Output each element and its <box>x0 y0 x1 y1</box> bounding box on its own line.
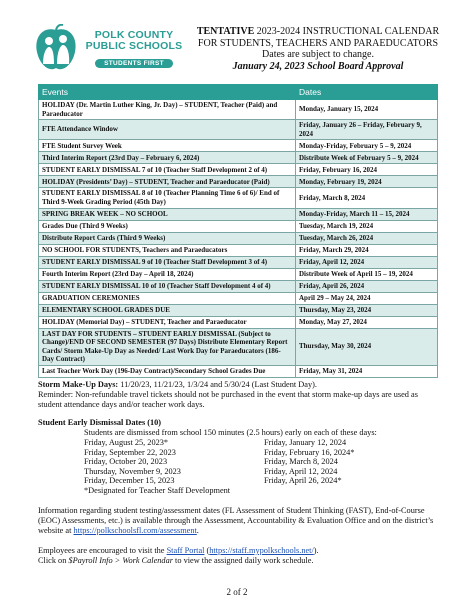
table-header-row <box>39 85 438 100</box>
dismissal-date: Friday, January 12, 2024 <box>264 438 347 447</box>
assessment-text: Information regarding student testing/assessment dates (FL Assessment of Student Thinking (FAST), End-of-Course (EOC) Assessments, etc.) is available through the Assessment, Accountability & Evaluation Office and on the district’s website at <box>38 506 434 535</box>
table-row <box>39 208 438 220</box>
employees-info <box>38 546 442 566</box>
date-cell: Monday-Friday, March 11 – 15, 2024 <box>296 208 438 220</box>
event-cell: Grades Due (Third 9 Weeks) <box>39 220 296 232</box>
header-approval: January 24, 2023 School Board Approval <box>232 60 404 72</box>
event-cell: STUDENT EARLY DISMISSAL 9 of 10 (Teacher Staff Development 3 of 4) <box>39 256 296 268</box>
date-cell: Monday, May 27, 2024 <box>296 316 438 328</box>
table-row <box>39 140 438 152</box>
event-cell: LAST DAY FOR STUDENTS – STUDENT EARLY DISMISSAL (Subject to Change)/END OF SECOND SEMESTER (97 Days) Distribute Elementary Report Cards/ Storm Make-Up Day as Needed/ Last Work Day for Paraeducators (186-Day Contract) <box>39 328 296 365</box>
date-cell: Friday, April 26, 2024 <box>296 280 438 292</box>
work-schedule-text: to view the assigned daily work schedule. <box>172 556 314 565</box>
storm-reminder: Reminder: Non-refundable travel tickets should not be purchased in the event that storm make-up days are used as student attendance days and/or teacher work days. <box>38 390 418 409</box>
events-column-header: Events <box>39 85 296 100</box>
header-line3: Dates are subject to change. <box>262 49 374 60</box>
dismissal-date: Friday, April 12, 2024 <box>264 466 338 476</box>
early-dismissal-title: Student Early Dismissal Dates (10) <box>38 418 162 427</box>
date-cell: April 29 – May 24, 2024 <box>296 292 438 304</box>
event-cell: NO SCHOOL FOR STUDENTS, Teachers and Paraeducators <box>39 244 296 256</box>
date-cell: Distribute Week of February 5 – 9, 2024 <box>296 152 438 164</box>
event-cell: Last Teacher Work Day (196-Day Contract)/Secondary School Grades Due <box>39 365 296 377</box>
event-cell: GRADUATION CEREMONIES <box>39 292 296 304</box>
date-cell: Friday, May 31, 2024 <box>296 365 438 377</box>
event-cell: Third Interim Report (23rd Day – February 6, 2024) <box>39 152 296 164</box>
assessment-link[interactable]: https://polkschoolsfl.com/assessment <box>73 526 197 535</box>
table-row <box>39 100 438 120</box>
logo-line1: POLK COUNTY <box>94 29 174 41</box>
employees-text: Employees are encouraged to visit the <box>38 546 167 555</box>
district-logo <box>34 24 186 82</box>
date-cell: Monday, February 19, 2024 <box>296 176 438 188</box>
date-cell: Thursday, May 23, 2024 <box>296 304 438 316</box>
date-cell: Friday, April 12, 2024 <box>296 256 438 268</box>
table-row <box>39 164 438 176</box>
date-cell: Friday, January 26 – Friday, February 9, 2024 <box>296 120 438 140</box>
table-row <box>39 268 438 280</box>
logo-line2: PUBLIC SCHOOLS <box>85 40 183 52</box>
assessment-info <box>38 506 442 536</box>
early-dismissal-dates <box>84 438 442 486</box>
event-cell: Fourth Interim Report (23rd Day – April 18, 2024) <box>39 268 296 280</box>
event-cell: HOLIDAY (Memorial Day) – STUDENT, Teacher and Paraeducator <box>39 316 296 328</box>
date-cell: Monday-Friday, February 5 – 9, 2024 <box>296 140 438 152</box>
event-cell: FTE Attendance Window <box>39 120 296 140</box>
click-on-text: Click on <box>38 556 69 565</box>
date-cell: Friday, March 29, 2024 <box>296 244 438 256</box>
table-row <box>39 328 438 365</box>
date-cell: Thursday, May 30, 2024 <box>296 328 438 365</box>
dismissal-date: Friday, August 25, 2023* <box>84 438 169 447</box>
calendar-header <box>196 26 440 72</box>
paren-close: ). <box>313 546 319 555</box>
date-cell: Tuesday, March 26, 2024 <box>296 232 438 244</box>
header-line2: FOR STUDENTS, TEACHERS AND PARAEDUCATORS <box>197 37 439 49</box>
event-cell: SPRING BREAK WEEK – NO SCHOOL <box>39 208 296 220</box>
table-row <box>39 120 438 140</box>
event-cell: ELEMENTARY SCHOOL GRADES DUE <box>39 304 296 316</box>
children-apple-icon <box>34 24 78 74</box>
table-row <box>39 176 438 188</box>
dismissal-date: Friday, March 8, 2024 <box>264 457 338 467</box>
date-cell: Friday, February 16, 2024 <box>296 164 438 176</box>
table-row <box>39 304 438 316</box>
dismissal-date: Friday, September 22, 2023 <box>84 447 176 457</box>
event-cell: STUDENT EARLY DISMISSAL 10 of 10 (Teacher Staff Development 4 of 4) <box>39 280 296 292</box>
staff-development-note: *Designated for Teacher Staff Development <box>84 485 231 495</box>
table-row <box>39 292 438 304</box>
table-row <box>39 365 438 377</box>
early-dismissal-section <box>38 418 442 496</box>
dismissal-date: Friday, April 26, 2024* <box>264 476 342 486</box>
table-row <box>39 316 438 328</box>
dismissal-date: Friday, October 20, 2023 <box>84 457 168 467</box>
staff-portal-link[interactable]: Staff Portal <box>166 546 205 555</box>
event-cell: FTE Student Survey Week <box>39 140 296 152</box>
paren-open: ( <box>204 546 210 555</box>
date-cell: Friday, March 8, 2024 <box>296 188 438 208</box>
table-row <box>39 152 438 164</box>
logo-tagline: STUDENTS FIRST <box>95 59 173 68</box>
payroll-path: $Payroll Info > Work Calendar <box>68 556 173 565</box>
dismissal-date: Friday, February 16, 2024* <box>264 447 355 457</box>
dismissal-date: Friday, December 15, 2023 <box>84 476 175 486</box>
early-dismissal-intro: Students are dismissed from school 150 minutes (2.5 hours) early on each of these days: <box>84 428 377 437</box>
staff-portal-url-link[interactable]: https://staff.mypolkschools.net/ <box>209 546 314 555</box>
header-title: 2023-2024 INSTRUCTIONAL CALENDAR <box>254 26 440 37</box>
table-row <box>39 256 438 268</box>
date-cell: Distribute Week of April 15 – 19, 2024 <box>296 268 438 280</box>
event-cell: HOLIDAY (Dr. Martin Luther King, Jr. Day) – STUDENT, Teacher (Paid) and Paraeducator <box>39 100 296 120</box>
dismissal-date: Thursday, November 9, 2023 <box>84 466 181 476</box>
events-table <box>38 84 438 378</box>
date-cell: Tuesday, March 19, 2024 <box>296 220 438 232</box>
dates-column-header: Dates <box>296 85 438 100</box>
page-number: 2 of 2 <box>226 587 248 597</box>
event-cell: Distribute Report Cards (Third 9 Weeks) <box>39 232 296 244</box>
storm-makeup-section <box>38 380 442 410</box>
table-row <box>39 188 438 208</box>
storm-label: Storm Make-Up Days: <box>38 380 119 389</box>
date-cell: Monday, January 15, 2024 <box>296 100 438 120</box>
tentative-label: TENTATIVE <box>196 26 255 37</box>
event-cell: STUDENT EARLY DISMISSAL 8 of 10 (Teacher Planning Time 6 of 6)/ End of Third 9-Week Grading Period (45th Day) <box>39 188 296 208</box>
assessment-end: . <box>196 526 199 535</box>
table-row <box>39 244 438 256</box>
event-cell: HOLIDAY (Presidents’ Day) – STUDENT, Teacher and Paraeducator (Paid) <box>39 176 296 188</box>
table-row <box>39 280 438 292</box>
storm-dates: 11/20/23, 11/21/23, 1/3/24 and 5/30/24 (Last Student Day). <box>118 380 317 389</box>
table-row <box>39 232 438 244</box>
table-row <box>39 220 438 232</box>
event-cell: STUDENT EARLY DISMISSAL 7 of 10 (Teacher Staff Development 2 of 4) <box>39 164 296 176</box>
